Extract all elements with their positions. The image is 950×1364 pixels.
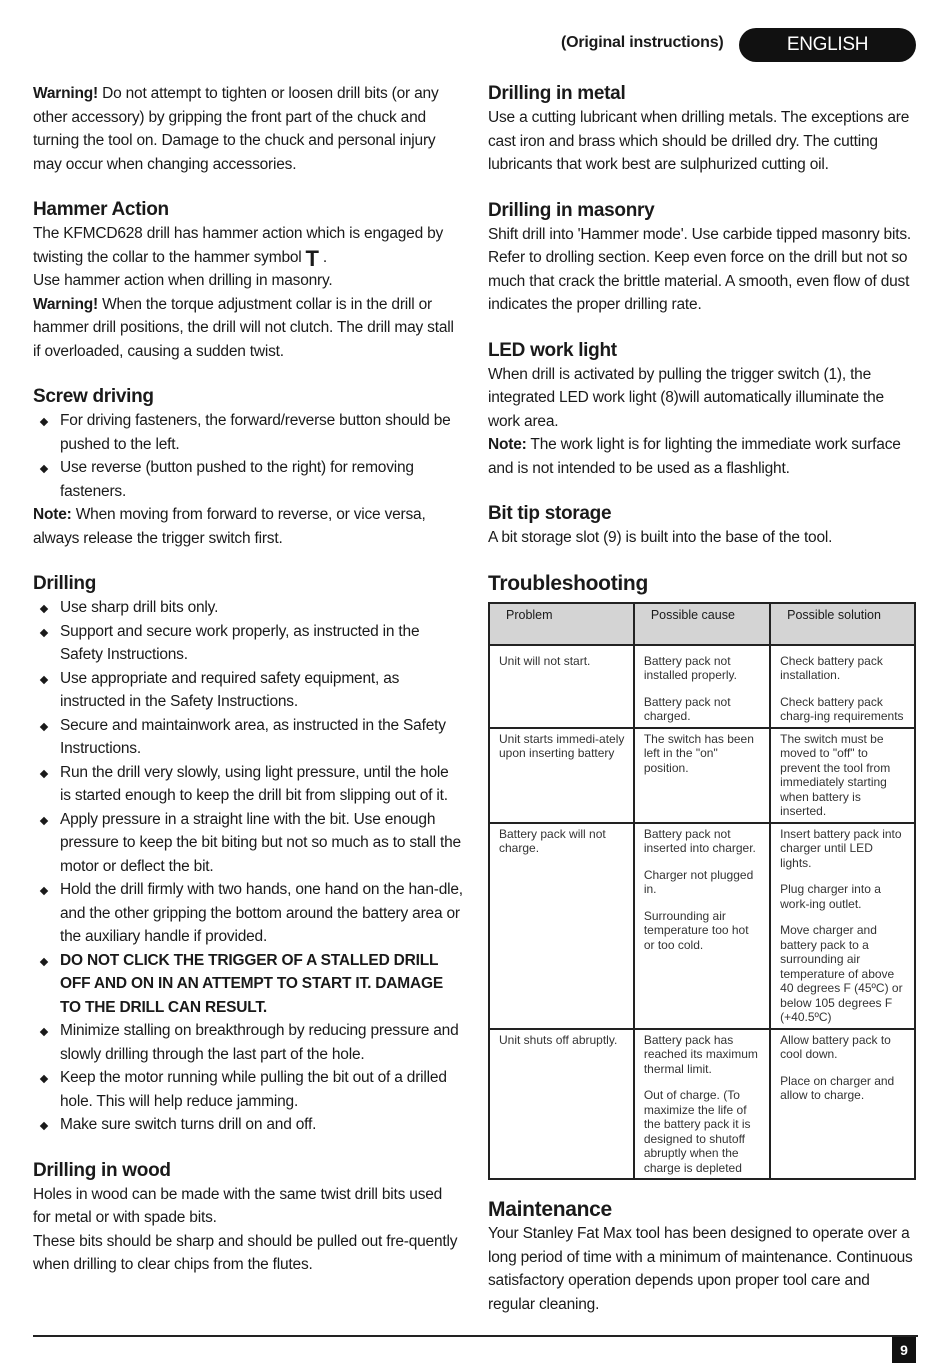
cause-cell — [634, 823, 770, 1029]
table-header-row — [489, 603, 915, 645]
cell-text: The switch has been left in the "on" position. — [643, 731, 754, 775]
maintenance-section — [488, 1198, 918, 1316]
list-item — [33, 596, 463, 620]
cell-text: Charger not plugged in. — [643, 867, 754, 896]
list-item — [33, 1113, 463, 1137]
wood-paragraph-1: Holes in wood can be made with the same twist drill bits used for metal or with spade bits. — [33, 1185, 443, 1226]
language-badge: ENGLISH — [739, 28, 916, 62]
note-text: When moving from forward to reverse, or vice versa, always release the trigger switch first. — [33, 506, 426, 547]
list-item — [33, 761, 463, 808]
diamond-bullet-icon — [40, 816, 48, 824]
warning-text: When the torque adjustment collar is in the drill or hammer drill positions, the drill will not clutch. The drill may stall if overloaded, causing a sudden twist. — [33, 295, 454, 360]
table-row — [489, 823, 915, 1029]
drilling-list — [33, 596, 463, 1137]
note-label: Note: — [488, 436, 527, 453]
list-item — [33, 409, 463, 456]
problem-cell — [489, 728, 634, 823]
metal-paragraph: Use a cutting lubricant when drilling metals. The exceptions are cast iron and brass which should be drilled dry. The cutting lubricants that work best are sulphurized cutting oil. — [488, 109, 910, 173]
list-item — [33, 949, 463, 1020]
led-paragraph: When drill is activated by pulling the trigger switch (1), the integrated LED work light (8)will automatically illuminate the work area. — [488, 365, 884, 430]
list-item — [33, 667, 463, 714]
cell-text: Move charger and battery pack to a surrounding air temperature of above 40 degrees F (45ºC) or below 105 degrees F (+40.5ºC) — [780, 923, 903, 1024]
diamond-bullet-icon — [40, 722, 48, 730]
cell-text: Battery pack has reached its maximum thermal limit. — [643, 1032, 758, 1076]
note-label: Note: — [33, 506, 72, 523]
cause-cell — [634, 645, 770, 728]
table-row — [489, 1029, 915, 1180]
hammer-warning-paragraph — [33, 293, 463, 364]
cell-text: Battery pack not installed properly. — [643, 653, 737, 682]
diamond-bullet-icon — [40, 957, 48, 965]
cell-text: Check battery pack installation. — [780, 653, 883, 682]
drilling-in-wood-heading: Drilling in wood — [33, 1159, 171, 1181]
led-note-paragraph — [488, 433, 918, 480]
list-item-text: Make sure switch turns drill on and off. — [60, 1116, 317, 1133]
warning-label: Warning! — [33, 295, 98, 313]
note-text: The work light is for lighting the immediate work surface and is not intended to be used as a flashlight. — [488, 436, 901, 477]
left-column — [33, 82, 463, 1299]
maintenance-paragraph: Your Stanley Fat Max tool has been designed to operate over a long period of time with a minimum of maintenance. Continuous satisfactory operation depends upon proper tool care and regular cleaning. — [488, 1225, 913, 1313]
diamond-bullet-icon — [40, 1122, 48, 1130]
warning-label: Warning! — [33, 85, 98, 102]
list-item — [33, 1019, 463, 1066]
masonry-paragraph: Shift drill into 'Hammer mode'. Use carbide tipped masonry bits. Refer to drolling section. Keep even force on the drill but not so much that crack the brittle material. A smooth, even flow of dust indicates the proper drilling rate. — [488, 225, 911, 313]
bit-tip-storage-heading: Bit tip storage — [488, 503, 612, 524]
warning-paragraph — [33, 82, 463, 176]
diamond-bullet-icon — [40, 628, 48, 636]
led-work-light-heading: LED work light — [488, 339, 617, 361]
maintenance-heading: Maintenance — [488, 1198, 612, 1221]
list-item-text: Minimize stalling on breakthrough by reducing pressure and slowly drilling through the last part of the hole. — [60, 1022, 459, 1063]
diamond-bullet-icon — [40, 675, 48, 683]
cell-text: Battery pack not inserted into charger. — [643, 826, 756, 855]
hammer-symbol-icon: T — [305, 245, 319, 271]
problem-cell — [489, 823, 634, 1029]
list-item — [33, 808, 463, 879]
diamond-bullet-icon — [40, 887, 48, 895]
cell-text: Battery pack not charged. — [643, 694, 731, 723]
problem-cell — [489, 645, 634, 728]
list-item-text: For driving fasteners, the forward/reverse button should be pushed to the left. — [60, 412, 451, 453]
column-header-problem: Problem — [489, 603, 634, 645]
diamond-bullet-icon — [40, 1075, 48, 1083]
screw-note-paragraph — [33, 503, 463, 550]
footer-divider — [33, 1335, 918, 1337]
drilling-in-metal-heading: Drilling in metal — [488, 83, 626, 104]
cause-cell — [634, 728, 770, 823]
hammer-action-heading: Hammer Action — [33, 199, 169, 220]
list-item-text: Support and secure work properly, as instructed in the Safety Instructions. — [60, 622, 420, 663]
drilling-in-wood-section — [33, 1159, 463, 1277]
solution-cell — [770, 823, 915, 1029]
hammer-action-paragraph — [33, 222, 463, 269]
hammer-use-paragraph: Use hammer action when drilling in masonry. — [33, 272, 333, 289]
hammer-action-text: The KFMCD628 drill has hammer action which is engaged by twisting the collar to the hammer symbol — [33, 225, 444, 266]
diamond-bullet-icon — [40, 465, 48, 473]
column-header-cause: Possible cause — [634, 603, 770, 645]
right-column — [488, 82, 918, 1338]
list-item-text: Apply pressure in a straight line with the bit. Use enough pressure to keep the bit biting but not so much as to stall the motor or deflect the bit. — [60, 810, 461, 875]
screw-driving-list — [33, 409, 463, 503]
list-item — [33, 878, 463, 949]
list-item-text: Use reverse (button pushed to the right) for removing fasteners. — [60, 459, 414, 500]
drilling-in-metal-section — [488, 82, 918, 177]
warning-section — [33, 82, 463, 176]
page-number: 9 — [892, 1337, 916, 1363]
list-item — [33, 620, 463, 667]
list-item-text: Secure and maintainwork area, as instructed in the Safety Instructions. — [60, 716, 446, 757]
bit-tip-storage-section — [488, 502, 918, 550]
cell-text: Unit shuts off abruptly. — [499, 1032, 618, 1047]
troubleshooting-section — [488, 572, 918, 1181]
warning-text: Do not attempt to tighten or loosen drill bits (or any other accessory) by gripping the front part of the chuck and turning the tool on. Damage to the chuck and personal injury may occur when changing accessories. — [33, 85, 439, 173]
list-item-text: Run the drill very slowly, using light pressure, until the hole is started enough to keep the drill bit from slipping out of it. — [60, 763, 449, 804]
cell-text: Plug charger into a work-ing outlet. — [780, 882, 881, 911]
led-work-light-section — [488, 339, 918, 481]
troubleshooting-table — [488, 602, 916, 1181]
original-instructions-label: (Original instructions) — [561, 34, 724, 51]
list-item — [33, 1066, 463, 1113]
screw-driving-section — [33, 385, 463, 550]
cell-text: Place on charger and allow to charge. — [780, 1073, 895, 1102]
cell-text: Allow battery pack to cool down. — [780, 1032, 891, 1061]
list-item — [33, 456, 463, 503]
cell-text: Unit will not start. — [499, 653, 591, 668]
list-item-text: Use sharp drill bits only. — [60, 599, 219, 616]
page-header — [0, 28, 950, 64]
drilling-in-masonry-heading: Drilling in masonry — [488, 199, 655, 221]
cell-text: Insert battery pack into charger until LED lights. — [780, 826, 902, 870]
cell-text: Battery pack will not charge. — [499, 826, 606, 855]
table-row — [489, 645, 915, 728]
troubleshooting-heading: Troubleshooting — [488, 571, 648, 595]
solution-cell — [770, 728, 915, 823]
list-item-text: DO NOT CLICK THE TRIGGER OF A STALLED DRILL OFF AND ON IN AN ATTEMPT TO START IT. DAMAGE TO THE DRILL CAN RESULT. — [60, 951, 443, 1016]
cell-text: The switch must be moved to "off" to prevent the tool from immediately starting when battery is inserted. — [780, 731, 891, 818]
cell-text: Check battery pack charg-ing requirements — [780, 694, 904, 723]
solution-cell — [770, 645, 915, 728]
problem-cell — [489, 1029, 634, 1180]
cell-text: Surrounding air temperature too hot or too cold. — [643, 908, 749, 952]
diamond-bullet-icon — [40, 1028, 48, 1036]
column-header-solution: Possible solution — [770, 603, 915, 645]
screw-driving-heading: Screw driving — [33, 386, 154, 407]
list-item-text: Keep the motor running while pulling the bit out of a drilled hole. This will help reduce jamming. — [60, 1069, 447, 1110]
list-item — [33, 714, 463, 761]
list-item-text: Hold the drill firmly with two hands, one hand on the han-dle, and the other gripping the bottom around the battery area or the auxiliary handle if provided. — [60, 881, 463, 945]
table-row — [489, 728, 915, 823]
hammer-action-text-end: . — [318, 248, 327, 266]
drilling-heading: Drilling — [33, 573, 97, 594]
diamond-bullet-icon — [40, 605, 48, 613]
list-item-text: Use appropriate and required safety equipment, as instructed in the Safety Instructions. — [60, 669, 400, 710]
cell-text: Out of charge. (To maximize the life of the battery pack it is designed to shutoff abruptly when the charge is depleted — [643, 1088, 751, 1175]
drilling-in-masonry-section — [488, 199, 918, 317]
bit-storage-paragraph: A bit storage slot (9) is built into the base of the tool. — [488, 529, 833, 546]
cause-cell — [634, 1029, 770, 1180]
drilling-section — [33, 572, 463, 1137]
solution-cell — [770, 1029, 915, 1180]
diamond-bullet-icon — [40, 418, 48, 426]
cell-text: Unit starts immedi-ately upon inserting battery — [499, 731, 625, 760]
wood-paragraph-2: These bits should be sharp and should be pulled out fre-quently when drilling to clear chips from the flutes. — [33, 1232, 458, 1273]
diamond-bullet-icon — [40, 769, 48, 777]
hammer-action-section — [33, 198, 463, 363]
